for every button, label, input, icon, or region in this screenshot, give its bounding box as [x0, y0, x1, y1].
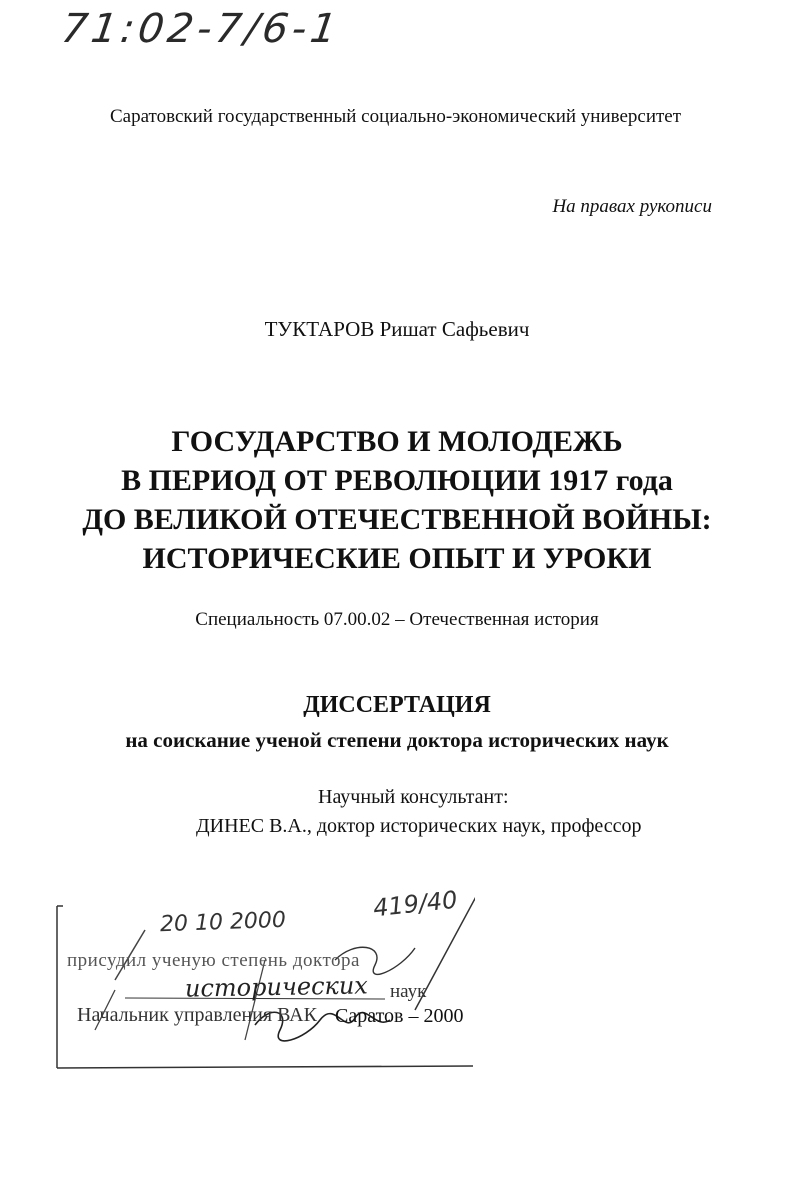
- city-year: Саратов – 2000: [335, 1005, 464, 1027]
- consultant-name: ДИНЕС В.А., доктор исторических наук, профессор: [196, 815, 642, 837]
- consultant-label: Научный консультант:: [318, 786, 509, 808]
- title-line: В ПЕРИОД ОТ РЕВОЛЮЦИИ 1917 года: [121, 464, 673, 497]
- handwritten-field: исторических: [184, 971, 369, 1003]
- handwritten-number: 419/40: [371, 885, 459, 923]
- author-name: ТУКТАРОВ Ришат Сафьевич: [264, 317, 530, 341]
- dissertation-title: [0, 422, 794, 578]
- vak-stamp: [55, 870, 475, 1070]
- handwritten-date: 20 10 2000: [159, 907, 287, 938]
- university-name: Саратовский государственный социально-экономический университет: [110, 106, 682, 127]
- manuscript-note: На правах рукописи: [552, 196, 712, 217]
- dissertation-type: ДИССЕРТАЦИЯ: [303, 692, 491, 718]
- stamp-sciences: наук: [390, 981, 427, 1002]
- title-line: ИСТОРИЧЕСКИЕ ОПЫТ И УРОКИ: [142, 542, 652, 575]
- stamp-line-vak-head: Начальник управления ВАК: [77, 1004, 317, 1026]
- handwritten-catalog-code: 71:02-7/6-1: [58, 6, 344, 52]
- degree-line: на соискание ученой степени доктора исторических наук: [125, 728, 669, 752]
- stamp-line-degree-awarded: присудил ученую степень доктора: [67, 950, 360, 971]
- title-line: ГОСУДАРСТВО И МОЛОДЕЖЬ: [171, 425, 623, 458]
- title-line: ДО ВЕЛИКОЙ ОТЕЧЕСТВЕННОЙ ВОЙНЫ:: [82, 503, 712, 536]
- specialty-line: Специальность 07.00.02 – Отечественная история: [195, 609, 599, 630]
